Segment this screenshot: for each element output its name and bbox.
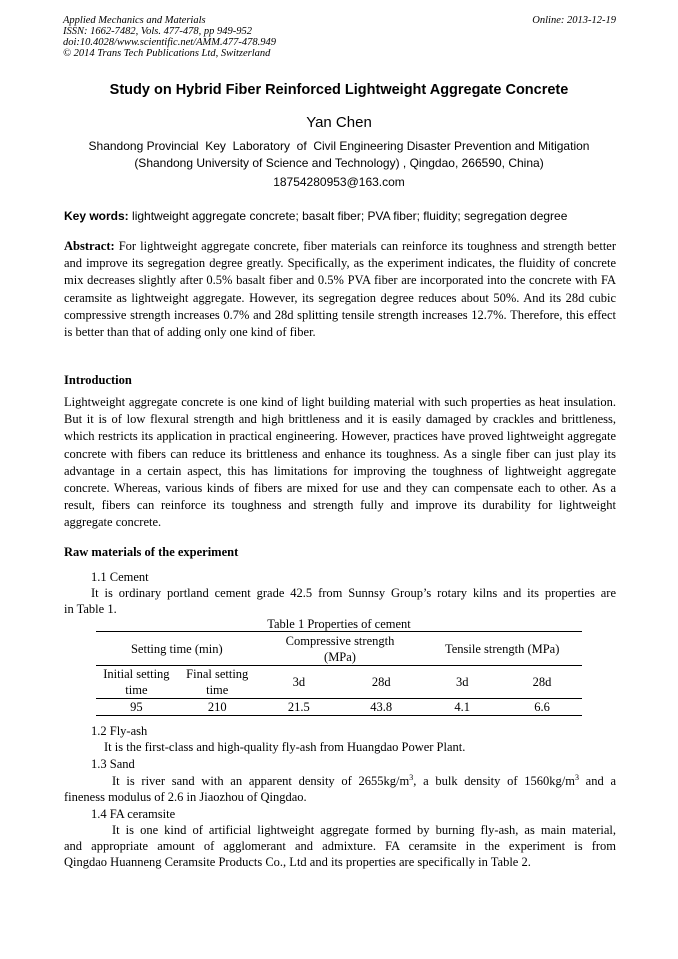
- sand-text-part-3: and a: [578, 774, 616, 788]
- paper-title: Study on Hybrid Fiber Reinforced Lightweight Aggregate Concrete: [109, 82, 569, 98]
- sand-text-line-2: fineness modulus of 2.6 in Jiaozhou of Qingdao.: [64, 790, 307, 804]
- sand-text-part-1: It is river sand with an apparent density of 2655kg/m: [112, 774, 410, 788]
- flyash-text: It is the first-class and high-quality fly-ash from Huangdao Power Plant.: [104, 740, 466, 754]
- journal-name: Applied Mechanics and Materials: [63, 15, 206, 26]
- cement-text-line-2: in Table 1.: [64, 602, 117, 616]
- abstract-text: For lightweight aggregate concrete, fiber materials can reinforce its toughness and strength better and improve its segregation degree greatly. Specifically, as the experiment indicates, the fluidity of concrete mix decreases slightly after 0.5% basalt fiber and 0.5% PVA fiber are incorporated into the concrete with FA ceramsite as lightweight aggregate. However, its segregation degree reduces about 50%. And its 28d cubic compressive strength increases 0.7% and 28d splitting tensile strength increases 12.7%. Therefore, this effect is better than that of adding only one kind of fiber.: [64, 239, 616, 340]
- ceramsite-heading: 1.4 FA ceramsite: [91, 807, 176, 821]
- raw-materials-heading: Raw materials of the experiment: [64, 545, 239, 559]
- affiliation: [0, 138, 678, 172]
- table-group-header-row: [96, 632, 582, 666]
- sand-text-part-2: , a bulk density of 1560kg/m: [413, 774, 575, 788]
- compressive-3d-header: 3d: [258, 666, 340, 699]
- sand-text-line-1: [112, 773, 616, 789]
- tensile-strength-header: Tensile strength (MPa): [422, 632, 582, 666]
- cement-text-line-1: It is ordinary portland cement grade 42.5 from Sunnsy Group’s rotary kilns and its properties are: [91, 586, 616, 600]
- initial-setting-time-header: Initial setting time: [96, 666, 177, 699]
- affiliation-line-1: Shandong Provincial Key Laboratory of Civil Engineering Disaster Prevention and Mitigation: [88, 139, 590, 153]
- journal-issn: ISSN: 1662-7482, Vols. 477-478, pp 949-952: [63, 26, 252, 37]
- tensile-28d-header: 28d: [502, 666, 582, 699]
- tensile-3d-value: 4.1: [422, 699, 502, 716]
- compressive-28d-header: 28d: [340, 666, 422, 699]
- sand-superscript-2: 3: [574, 772, 579, 782]
- online-date: Online: 2013-12-19: [532, 15, 616, 26]
- setting-time-header: Setting time (min): [96, 632, 258, 666]
- ceramsite-text-line-2: and appropriate amount of agglomerant and admixture. FA ceramsite in the experiment is from: [64, 839, 616, 853]
- sand-superscript-1: 3: [409, 772, 414, 782]
- compressive-28d-value: 43.8: [340, 699, 422, 716]
- journal-copyright: © 2014 Trans Tech Publications Ltd, Switzerland: [63, 48, 271, 59]
- flyash-heading: 1.2 Fly-ash: [91, 724, 148, 738]
- abstract: [64, 238, 616, 341]
- author-name: Yan Chen: [306, 114, 372, 131]
- introduction-text: Lightweight aggregate concrete is one kind of light building material with such properties as heat insulation. But it is of low flexural strength and high brittleness and it is easily damaged by crackles and brittleness, which restricts its application in practical engineering. However, practices have proved lightweight aggregate concrete with fibers can reduce its brittleness and enhance its toughness. As a single fiber can just play its advantage in a certain aspect, this has limitations for improving the toughness of lightweight aggregate concrete. Whereas, various kinds of fibers are mixed for use and they can compensate each to other. As a result, fibers can reinforce its toughness and strength fully and improve its durability for lightweight aggregate concrete.: [64, 395, 616, 530]
- table-1-caption: Table 1 Properties of cement: [267, 617, 411, 631]
- journal-doi: doi:10.4028/www.scientific.net/AMM.477-478.949: [63, 37, 276, 48]
- affiliation-line-2: (Shandong University of Science and Technology) , Qingdao, 266590, China): [134, 156, 544, 170]
- keywords: [64, 209, 616, 223]
- tensile-3d-header: 3d: [422, 666, 502, 699]
- compressive-3d-value: 21.5: [258, 699, 340, 716]
- abstract-label: Abstract:: [64, 239, 115, 253]
- cement-heading: 1.1 Cement: [91, 570, 149, 584]
- compressive-strength-header: Compressive strength (MPa): [258, 632, 423, 666]
- keywords-text: lightweight aggregate concrete; basalt fiber; PVA fiber; fluidity; segregation degree: [128, 209, 568, 223]
- initial-setting-time-value: 95: [96, 699, 177, 716]
- ceramsite-text-line-1: It is one kind of artificial lightweight aggregate formed by burning fly-ash, as main material,: [112, 823, 616, 837]
- cement-properties-table: [96, 631, 582, 716]
- final-setting-time-value: 210: [177, 699, 258, 716]
- introduction-heading: Introduction: [64, 373, 132, 387]
- sand-heading: 1.3 Sand: [91, 757, 135, 771]
- table-sub-header-row: [96, 666, 582, 699]
- final-setting-time-header: Final setting time: [177, 666, 258, 699]
- author-email: 18754280953@163.com: [273, 175, 405, 189]
- keywords-label: Key words:: [64, 209, 129, 223]
- tensile-28d-value: 6.6: [502, 699, 582, 716]
- ceramsite-text-line-3: Qingdao Huanneng Ceramsite Products Co., Ltd and its properties are specifically in Table 2.: [64, 855, 531, 869]
- table-row: [96, 699, 582, 716]
- journal-header: [63, 15, 616, 59]
